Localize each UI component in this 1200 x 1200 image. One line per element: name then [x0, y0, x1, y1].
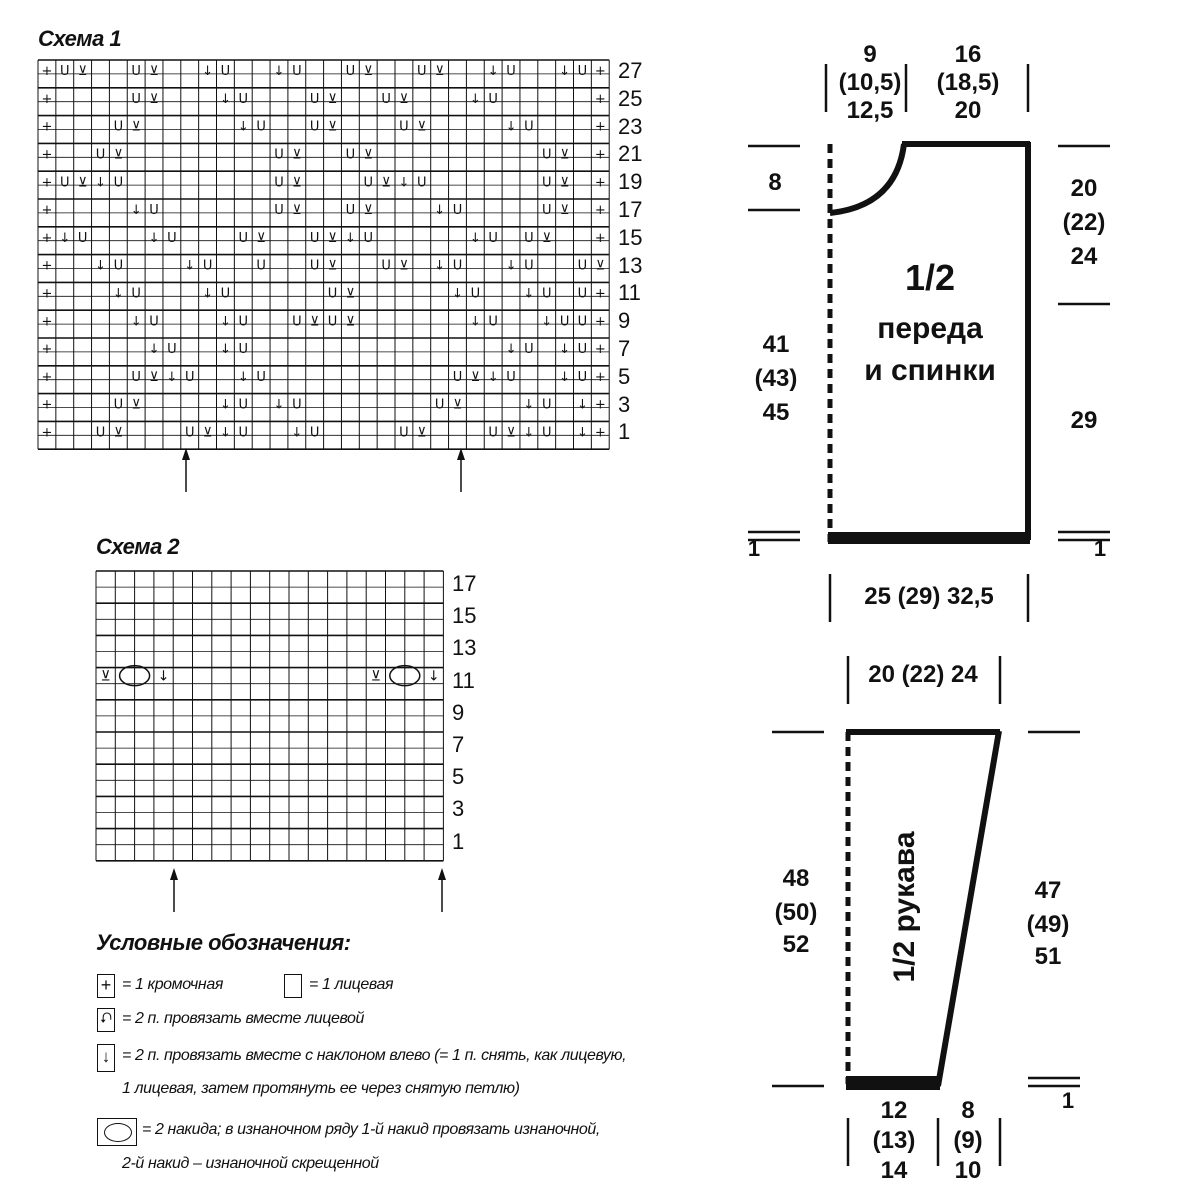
svg-text:U: U [309, 258, 320, 274]
svg-text:⊻: ⊻ [292, 175, 302, 191]
svg-text:↓: ↓ [469, 314, 481, 330]
svg-text:⊻: ⊻ [131, 397, 141, 413]
svg-text:U: U [577, 314, 588, 330]
svg-text:⊻: ⊻ [363, 147, 373, 163]
svg-text:⊻: ⊻ [309, 314, 320, 330]
svg-text:U: U [238, 425, 249, 441]
row-number: 17 [452, 571, 477, 596]
svg-text:↓: ↓ [291, 425, 303, 441]
svg-text:⊻: ⊻ [381, 175, 391, 191]
svg-text:+: + [594, 119, 606, 135]
svg-text:U: U [559, 314, 570, 330]
svg-text:U: U [256, 119, 266, 135]
scheme2-title: Схема 2 [96, 534, 180, 559]
row-number: 7 [452, 732, 465, 757]
svg-text:↓: ↓ [112, 286, 124, 302]
svg-text:+: + [594, 286, 606, 302]
svg-text:U: U [238, 397, 249, 413]
dim-top-left-2: (10,5) [838, 69, 902, 96]
scheme1-repeat-arrow [182, 448, 190, 492]
row-number: 3 [618, 391, 631, 417]
svg-text:↓: ↓ [505, 258, 517, 274]
svg-text:⊻: ⊻ [506, 425, 516, 441]
dim-top-right-2: (18,5) [936, 69, 1000, 96]
front-back-label-2: переда [877, 312, 983, 345]
svg-text:↓: ↓ [130, 203, 142, 219]
row-number: 13 [618, 252, 643, 278]
svg-text:U: U [60, 175, 70, 191]
dim-armhole-1: 20 [1070, 175, 1098, 202]
sleeve-seam-line [938, 731, 999, 1086]
scheme1-repeat-arrow [457, 448, 465, 492]
sleeve-dim-right-1: 47 [1034, 877, 1062, 904]
legend-knit-icon [284, 974, 302, 998]
svg-text:⊻: ⊻ [452, 397, 463, 413]
rib-band [828, 532, 1030, 544]
svg-text:+: + [594, 64, 606, 80]
svg-text:U: U [77, 230, 88, 246]
svg-text:⊻: ⊻ [363, 203, 373, 219]
svg-text:U: U [113, 258, 124, 274]
legend-knit-text: = 1 лицевая [309, 976, 394, 993]
svg-text:⊻: ⊻ [434, 64, 445, 80]
svg-text:↓: ↓ [219, 397, 231, 413]
svg-text:⊻: ⊻ [149, 91, 159, 107]
scheme2-repeat-arrow [170, 868, 178, 912]
svg-text:↓: ↓ [184, 258, 196, 274]
svg-text:U: U [524, 258, 534, 274]
svg-text:+: + [594, 397, 606, 413]
sleeve-dim-right-2: (49) [1026, 911, 1070, 938]
svg-text:⊻: ⊻ [77, 175, 88, 191]
svg-text:+: + [594, 342, 606, 358]
svg-text:U: U [452, 203, 463, 219]
svg-text:U: U [309, 119, 320, 135]
svg-text:U: U [417, 64, 427, 80]
row-number: 11 [618, 280, 641, 306]
sleeve-dim-right-3: 51 [1034, 943, 1062, 970]
svg-text:+: + [594, 230, 606, 246]
svg-text:↓: ↓ [452, 286, 463, 302]
svg-text:U: U [541, 175, 552, 191]
svg-text:U: U [488, 91, 498, 107]
dim-top-right-1: 16 [954, 41, 982, 68]
svg-text:+: + [594, 425, 606, 441]
svg-text:U: U [488, 230, 498, 246]
sleeve-label: 1/2 рукава [888, 831, 921, 983]
svg-text:⊻: ⊻ [541, 230, 552, 246]
legend-ssk-text-2: 1 лицевая, затем протянуть ее через снятую петлю) [122, 1080, 520, 1097]
row-number: 27 [618, 58, 643, 83]
svg-text:U: U [113, 397, 124, 413]
svg-text:U: U [541, 397, 552, 413]
svg-text:⊻: ⊻ [149, 369, 159, 385]
sleeve-dim-top: 20 (22) 24 [868, 661, 978, 688]
dim-top-right-3: 20 [954, 97, 982, 124]
svg-text:U: U [184, 369, 195, 385]
svg-text:↓: ↓ [95, 258, 106, 274]
rib-right-label: 1 [1093, 536, 1107, 561]
svg-text:↓: ↓ [559, 342, 571, 358]
row-number: 7 [618, 336, 631, 361]
svg-text:↓: ↓ [219, 314, 231, 330]
row-number: 5 [618, 363, 631, 389]
svg-text:U: U [577, 342, 588, 358]
svg-text:U: U [452, 258, 463, 274]
svg-text:⊻: ⊻ [345, 286, 356, 302]
svg-text:+: + [41, 203, 53, 219]
svg-text:U: U [238, 91, 249, 107]
front-back-label-3: и спинки [864, 354, 996, 387]
svg-text:+: + [41, 175, 53, 191]
svg-text:+: + [41, 91, 53, 107]
svg-text:↓: ↓ [541, 314, 553, 330]
scheme1-title: Схема 1 [38, 26, 122, 51]
svg-text:+: + [41, 258, 53, 274]
svg-text:↓: ↓ [434, 203, 446, 219]
svg-text:⊻: ⊻ [370, 668, 381, 685]
svg-text:U: U [434, 397, 445, 413]
legend-edge-text: = 1 кромочная [122, 976, 223, 993]
legend-title: Условные обозначения: [96, 930, 351, 955]
svg-text:+: + [594, 147, 606, 163]
svg-text:U: U [95, 425, 106, 441]
svg-text:↓: ↓ [487, 369, 499, 385]
svg-text:U: U [327, 286, 338, 302]
svg-text:U: U [95, 147, 106, 163]
svg-text:U: U [363, 175, 373, 191]
svg-text:↓: ↓ [505, 119, 517, 135]
svg-text:U: U [292, 64, 302, 80]
svg-text:↓: ↓ [273, 64, 285, 80]
svg-text:↓: ↓ [202, 286, 214, 302]
legend-ssk-text-1: = 2 п. провязать вместе с наклоном влево (= 1 п. снять, как лицевую, [122, 1047, 627, 1064]
legend-k2tog-text: = 2 п. провязать вместе лицевой [122, 1010, 365, 1027]
row-number: 19 [618, 169, 643, 195]
svg-text:↓: ↓ [398, 175, 410, 191]
svg-text:U: U [60, 64, 70, 80]
svg-text:U: U [524, 342, 534, 358]
row-number: 1 [618, 419, 631, 445]
svg-text:⊻: ⊻ [113, 425, 124, 441]
svg-text:⊻: ⊻ [131, 119, 141, 135]
svg-text:↓: ↓ [523, 397, 535, 413]
svg-text:⊻: ⊻ [559, 147, 570, 163]
sleeve-dim-left-3: 52 [782, 931, 810, 958]
sleeve-dim-bottom-right-3: 10 [954, 1157, 982, 1184]
svg-text:⊻: ⊻ [149, 64, 159, 80]
svg-text:U: U [149, 203, 159, 219]
svg-text:↓: ↓ [559, 369, 571, 385]
svg-text:U: U [131, 91, 141, 107]
svg-text:↓: ↓ [148, 342, 160, 358]
svg-text:↓: ↓ [157, 668, 170, 685]
svg-text:U: U [363, 230, 373, 246]
svg-text:U: U [524, 119, 534, 135]
svg-text:U: U [541, 425, 552, 441]
svg-text:U: U [488, 314, 498, 330]
sleeve-dim-left-2: (50) [774, 899, 818, 926]
svg-text:U: U [345, 64, 356, 80]
svg-text:↓: ↓ [505, 342, 517, 358]
svg-text:U: U [577, 258, 588, 274]
row-number: 11 [452, 667, 475, 693]
svg-text:U: U [577, 64, 588, 80]
svg-text:↓: ↓ [469, 230, 481, 246]
row-number: 3 [452, 796, 465, 822]
svg-text:↓: ↓ [273, 397, 285, 413]
legend-ssk-icon: ↓ [97, 1044, 115, 1072]
svg-text:U: U [256, 258, 266, 274]
sleeve-dim-bottom-left-3: 14 [880, 1157, 908, 1184]
svg-text:↓: ↓ [559, 64, 571, 80]
scheme2-repeat-arrow [438, 868, 446, 912]
svg-text:+: + [41, 425, 53, 441]
svg-text:⊻: ⊻ [595, 258, 606, 274]
svg-text:U: U [399, 425, 409, 441]
dim-side: 29 [1070, 407, 1098, 434]
neckline [830, 144, 904, 213]
svg-text:↓: ↓ [219, 342, 231, 358]
svg-text:U: U [541, 286, 552, 302]
svg-text:↓: ↓ [523, 286, 535, 302]
svg-text:U: U [256, 369, 266, 385]
svg-text:U: U [292, 314, 302, 330]
svg-text:+: + [594, 175, 606, 191]
svg-text:U: U [238, 342, 249, 358]
svg-text:↓: ↓ [237, 369, 249, 385]
svg-text:U: U [292, 397, 302, 413]
svg-text:+: + [41, 369, 53, 385]
svg-text:U: U [345, 147, 356, 163]
svg-text:+: + [41, 147, 53, 163]
svg-text:+: + [41, 119, 53, 135]
svg-text:U: U [167, 342, 177, 358]
dim-length-1: 41 [762, 331, 790, 358]
svg-text:↓: ↓ [202, 64, 214, 80]
scheme2-cells [96, 571, 443, 861]
legend-k2tog-icon: ⮏ [97, 1008, 115, 1032]
svg-text:U: U [417, 175, 427, 191]
dim-width: 25 (29) 32,5 [864, 583, 994, 610]
dim-armhole-3: 24 [1070, 243, 1098, 270]
svg-text:⊻: ⊻ [327, 230, 338, 246]
svg-text:↓: ↓ [130, 314, 142, 330]
svg-text:U: U [327, 314, 338, 330]
scheme2-symbols [101, 666, 440, 686]
row-number: 15 [618, 224, 643, 250]
svg-text:+: + [41, 342, 53, 358]
svg-text:U: U [524, 230, 534, 246]
dim-length-2: (43) [754, 365, 798, 392]
svg-text:↓: ↓ [95, 175, 106, 191]
svg-text:↓: ↓ [219, 91, 231, 107]
svg-text:U: U [488, 425, 498, 441]
svg-text:U: U [238, 314, 249, 330]
legend-edge-icon: + [97, 974, 115, 998]
svg-text:⊻: ⊻ [399, 91, 409, 107]
dim-top-left-1: 9 [863, 41, 877, 68]
svg-text:↓: ↓ [427, 668, 440, 685]
svg-text:U: U [309, 425, 320, 441]
svg-text:⊻: ⊻ [327, 119, 338, 135]
svg-text:U: U [577, 369, 588, 385]
svg-text:↓: ↓ [166, 369, 178, 385]
svg-text:↓: ↓ [237, 119, 249, 135]
svg-text:+: + [594, 203, 606, 219]
svg-text:⊻: ⊻ [113, 147, 124, 163]
svg-text:↓: ↓ [469, 91, 481, 107]
svg-text:⊻: ⊻ [345, 314, 356, 330]
svg-text:U: U [149, 314, 159, 330]
svg-text:+: + [41, 314, 53, 330]
svg-text:⊻: ⊻ [363, 64, 373, 80]
svg-text:↓: ↓ [576, 397, 588, 413]
row-number: 9 [618, 308, 631, 334]
svg-text:⊻: ⊻ [470, 369, 481, 385]
svg-text:U: U [131, 369, 141, 385]
svg-text:⊻: ⊻ [292, 147, 302, 163]
row-number: 17 [618, 197, 643, 222]
svg-text:U: U [399, 119, 409, 135]
sleeve-dim-bottom-left-1: 12 [880, 1097, 908, 1124]
row-number: 21 [618, 141, 643, 167]
svg-text:↓: ↓ [487, 64, 499, 80]
legend-yo-text-1: = 2 накида; в изнаночном ряду 1-й накид провязать изнаночной, [142, 1121, 600, 1138]
scheme1-cells [38, 60, 609, 449]
svg-text:⊻: ⊻ [399, 258, 409, 274]
svg-text:U: U [167, 230, 177, 246]
svg-text:↓: ↓ [344, 230, 356, 246]
row-number: 5 [452, 764, 465, 790]
svg-text:⊻: ⊻ [327, 258, 338, 274]
svg-text:⊻: ⊻ [292, 203, 302, 219]
svg-text:U: U [202, 258, 213, 274]
svg-text:U: U [220, 286, 231, 302]
svg-text:⊻: ⊻ [559, 175, 570, 191]
svg-text:U: U [274, 203, 284, 219]
svg-text:U: U [309, 230, 320, 246]
svg-text:U: U [470, 286, 481, 302]
svg-text:U: U [113, 119, 124, 135]
svg-text:U: U [452, 369, 463, 385]
svg-text:↓: ↓ [523, 425, 535, 441]
row-number: 13 [452, 635, 477, 661]
svg-text:⊻: ⊻ [100, 668, 111, 685]
svg-text:U: U [541, 203, 552, 219]
svg-text:+: + [594, 314, 606, 330]
svg-text:⊻: ⊻ [417, 119, 427, 135]
row-number: 25 [618, 85, 643, 111]
svg-text:⊻: ⊻ [559, 203, 570, 219]
svg-text:⊻: ⊻ [202, 425, 213, 441]
svg-text:U: U [381, 91, 391, 107]
sleeve-dim-left-1: 48 [782, 865, 810, 892]
svg-text:U: U [345, 203, 356, 219]
svg-text:U: U [220, 64, 231, 80]
svg-text:+: + [41, 286, 53, 302]
svg-text:U: U [274, 175, 284, 191]
front-back-label-1: 1/2 [904, 257, 956, 298]
sleeve-dim-bottom-left-2: (13) [872, 1127, 916, 1154]
svg-text:U: U [309, 91, 320, 107]
svg-text:U: U [131, 64, 141, 80]
svg-text:⊻: ⊻ [417, 425, 427, 441]
svg-text:+: + [594, 91, 606, 107]
svg-text:↓: ↓ [219, 425, 231, 441]
svg-text:U: U [506, 369, 516, 385]
dim-top-left-3: 12,5 [846, 97, 894, 124]
sleeve-rib-band [846, 1076, 940, 1090]
row-number: 9 [452, 699, 465, 725]
svg-text:+: + [41, 230, 53, 246]
svg-text:U: U [274, 147, 284, 163]
svg-text:↓: ↓ [148, 230, 160, 246]
legend-yo-text-2: 2-й накид – изнаночной скрещенной [122, 1155, 379, 1172]
svg-text:U: U [577, 286, 588, 302]
sleeve-rib-label: 1 [1061, 1088, 1075, 1113]
svg-text:U: U [506, 64, 516, 80]
row-number: 23 [618, 113, 643, 139]
dim-length-3: 45 [762, 399, 790, 426]
svg-text:U: U [381, 258, 391, 274]
svg-text:⊻: ⊻ [77, 64, 88, 80]
sleeve-dim-bottom-right-2: (9) [953, 1127, 983, 1154]
dim-neck-depth: 8 [768, 169, 782, 196]
row-number: 15 [452, 603, 477, 629]
dim-armhole-2: (22) [1062, 209, 1106, 236]
svg-text:+: + [41, 64, 53, 80]
svg-text:↓: ↓ [576, 425, 588, 441]
svg-text:⊻: ⊻ [327, 91, 338, 107]
scheme1-symbols [41, 64, 605, 440]
svg-text:+: + [41, 397, 53, 413]
svg-text:U: U [541, 147, 552, 163]
svg-text:U: U [238, 230, 249, 246]
svg-text:↓: ↓ [59, 230, 71, 246]
rib-left-label: 1 [747, 536, 761, 561]
svg-text:↓: ↓ [434, 258, 446, 274]
sleeve-dim-bottom-right-1: 8 [961, 1097, 975, 1124]
svg-text:U: U [113, 175, 124, 191]
legend-yo-icon [97, 1118, 137, 1146]
svg-text:U: U [184, 425, 195, 441]
svg-text:+: + [594, 369, 606, 385]
svg-text:U: U [131, 286, 141, 302]
svg-text:⊻: ⊻ [256, 230, 266, 246]
row-number: 1 [452, 828, 465, 854]
